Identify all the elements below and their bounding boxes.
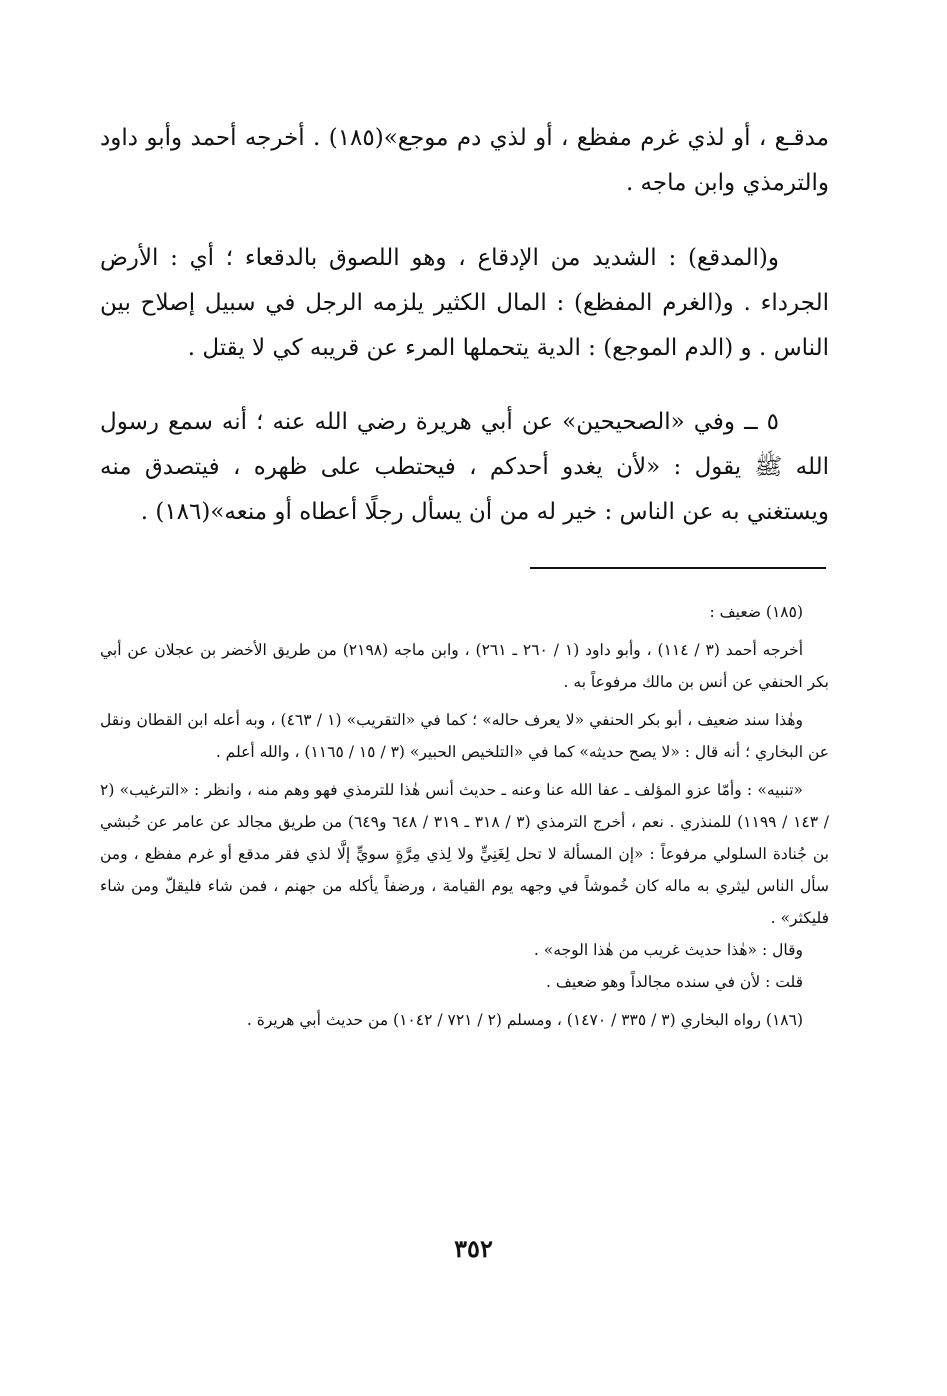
footnote-185-text-2: وهٰذا سند ضعيف ، أبو بكر الحنفي «لا يعرف حاله» ؛ كما في «التقريب» (١ / ٤٦٣) ، وبه أعله ابن القطان ونقل عن البخاري ؛ أنه قال : «لا يصح حديثه» كما في «التلخيص الحبير» (٣ / ١٥ / ١١٦٥) ، والله أعلم . <box>100 711 829 761</box>
main-text-2: و(المدقع) : الشديد من الإدقاع ، وهو اللصوق بالدقعاء ؛ أي : الأرض الجرداء . و(الغرم المفظع) : المال الكثير يلزمه الرجل في سبيل إصلاح بين الناس . و (الدم الموجع) : الدية يتحملها المرء عن قريبه كي لا يقتل . <box>100 245 829 361</box>
main-text-1: مدقـع ، أو لذي غرم مفظع ، أو لذي دم موجع»(١٨٥) . أخرجه أحمد وأبو داود والترمذي وابن ماجه . <box>100 125 829 196</box>
footnote-separator <box>530 567 826 569</box>
main-paragraph-3 <box>100 400 829 535</box>
footnotes <box>100 596 829 1036</box>
page-number: ٣٥٢ <box>454 1234 493 1263</box>
footnote-185-heading: (١٨٥) ضعيف : <box>709 603 803 621</box>
main-paragraph-2 <box>100 236 829 371</box>
main-text-3: ٥ ــ وفي «الصحيحين» عن أبي هريرة رضي الله عنه ؛ أنه سمع رسول الله ﷺ يقول : «لأن يغدو أحدكم ، فيحتطب على ظهره ، فيتصدق منه ويستغني به عن الناس : خير له من أن يسأل رجلًا أعطاه أو منعه»(١٨٦) . <box>100 409 829 525</box>
footnote-185-text-5: قلت : لأن في سنده مجالداً وهو ضعيف . <box>545 973 803 991</box>
footnote-185-text-1: أخرجه أحمد (٣ / ١١٤) ، وأبو داود (١ / ٢٦٠ ـ ٢٦١) ، وابن ماجه (٢١٩٨) من طريق الأخضر بن عجلان عن أبي بكر الحنفي عن أنس بن مالك مرفوعاً به . <box>100 641 829 691</box>
main-paragraph-1 <box>100 116 829 206</box>
footnote-186-text: (١٨٦) رواه البخاري (٣ / ٣٣٥ / ١٤٧٠) ، ومسلم (٢ / ٧٢١ / ١٠٤٢) من حديث أبي هريرة . <box>246 1011 803 1029</box>
footnote-185-text-4: وقال : «هٰذا حديث غريب من هٰذا الوجه» . <box>533 941 803 959</box>
footnote-185-text-3: «تنبيه» : وأمّا عزو المؤلف ـ عفا الله عنا وعنه ـ حديث أنس هٰذا للترمذي فهو وهم منه ، وانظر : «الترغيب» (٢ / ١٤٣ / ١١٩٩) للمنذري . نعم ، أخرج الترمذي (٣ / ٣١٨ ـ ٣١٩ / ٦٤٨ و٦٤٩) من طريق مجالد عن عامر عن حُبشي بن جُنادة السلولي مرفوعاً : «إن المسألة لا تحل لِغَنِيٍّ ولا لِذي مِرَّةٍ سويٍّ إلَّا لذي فقر مدقع أو غرم مفظع ، ومن سأل الناس ليثري به ماله كان خُموشاً في وجهه يوم القيامة ، ورضفاً يأكله من جهنم ، فمن شاء فليقلّ ومن شاء فليكثر» . <box>100 781 830 927</box>
